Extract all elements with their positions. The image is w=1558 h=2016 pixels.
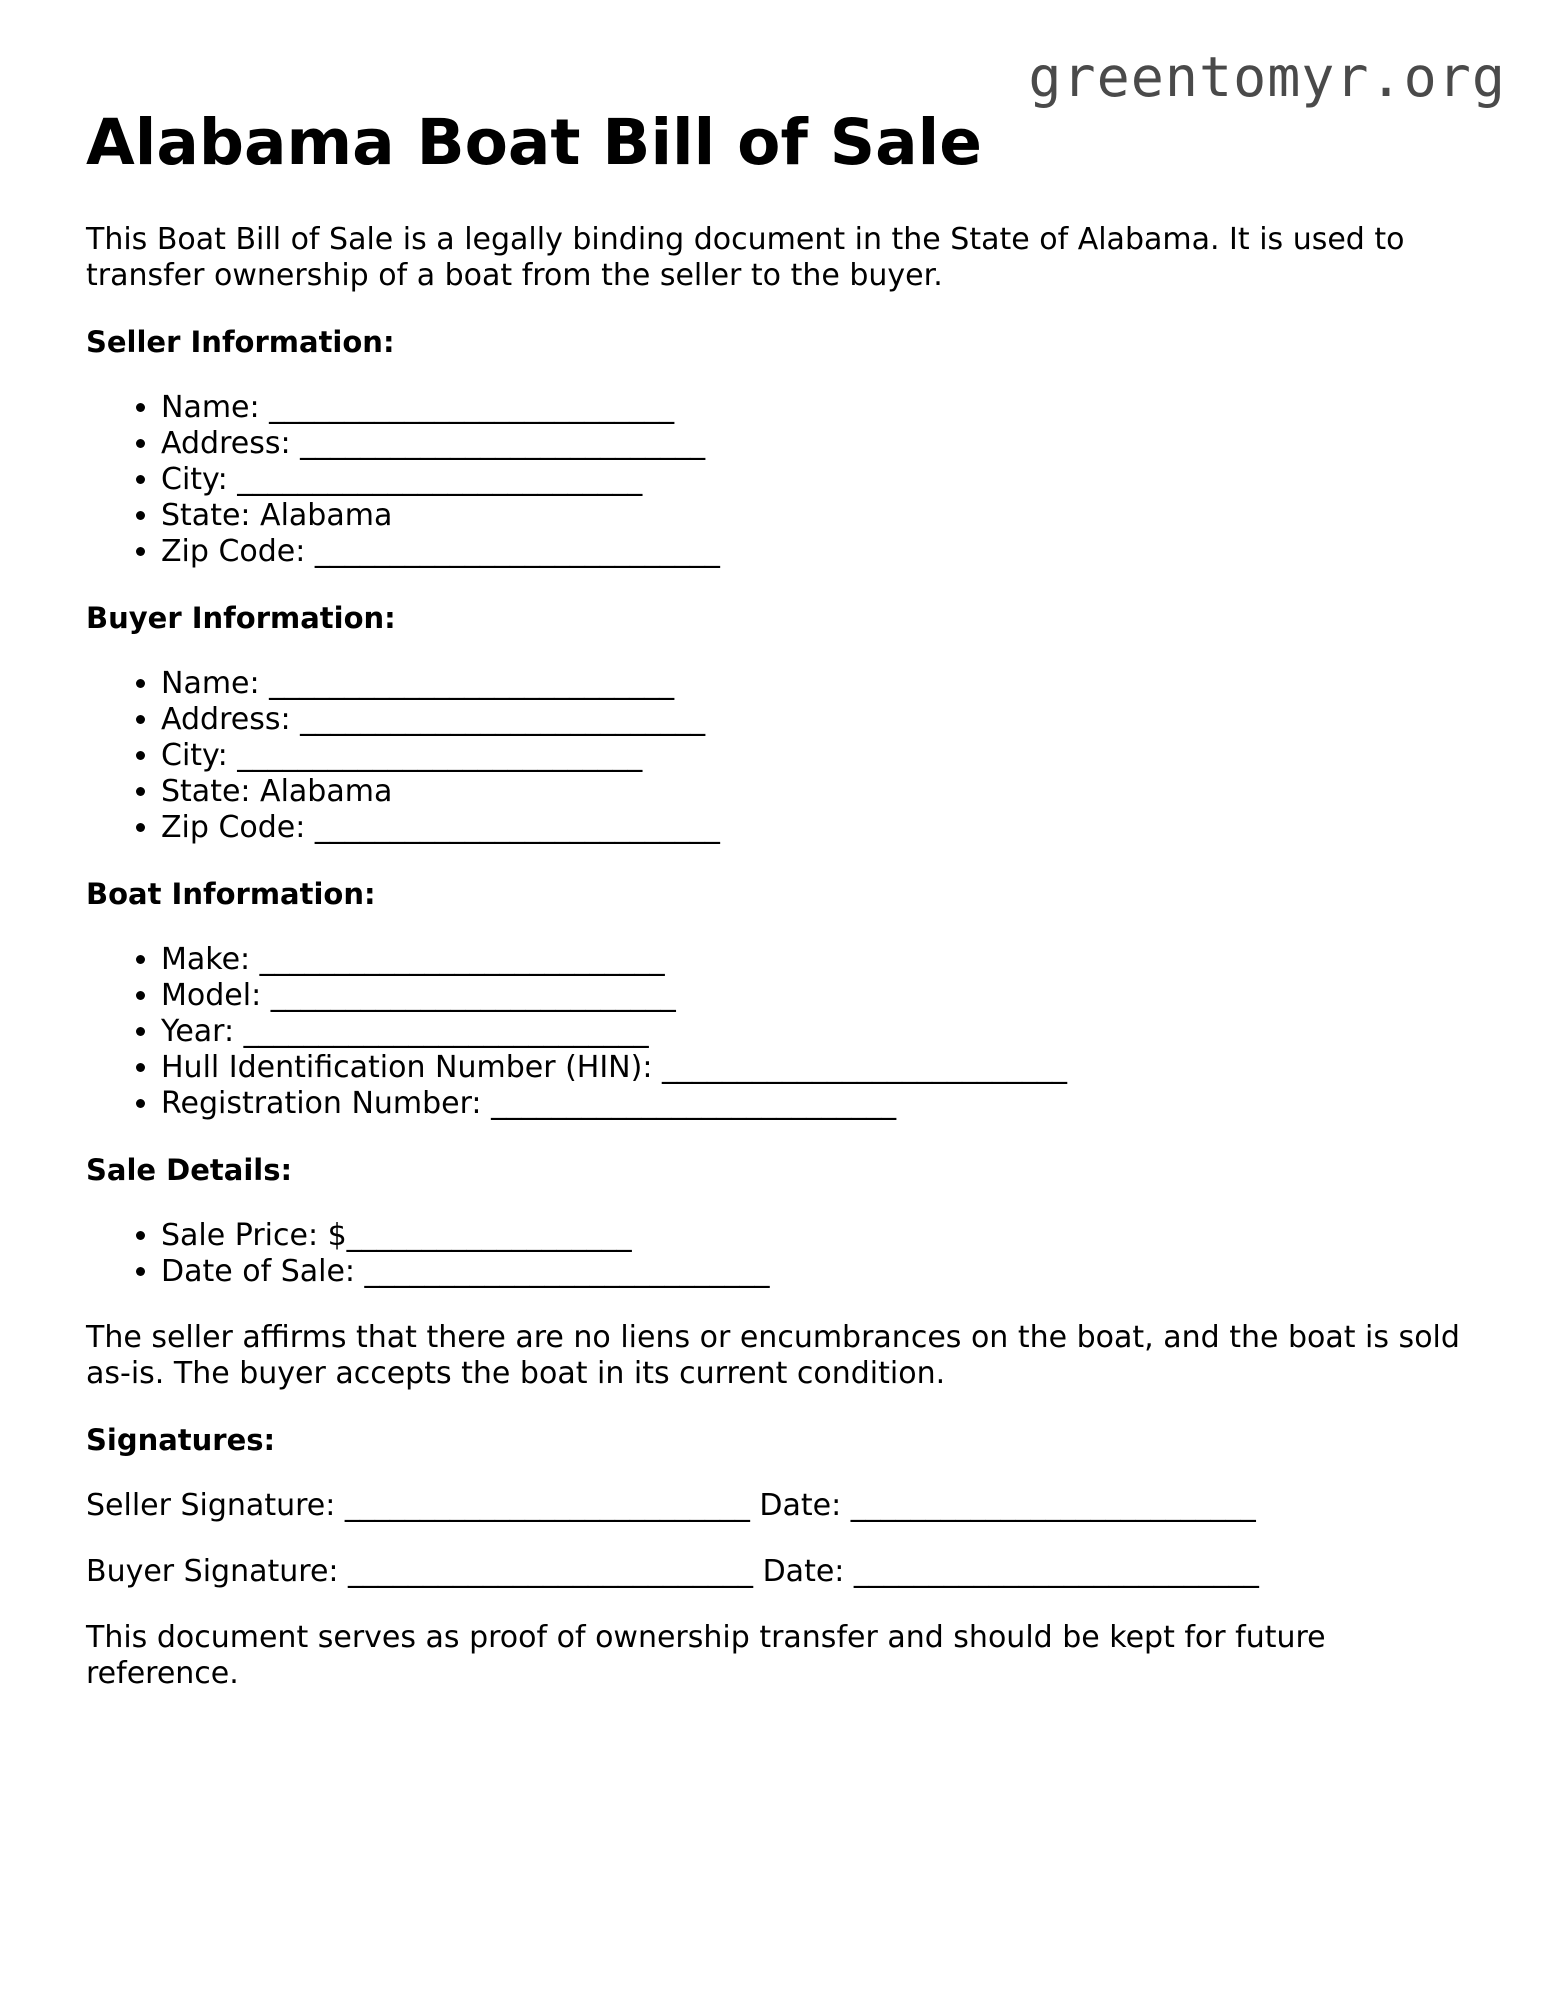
seller-info-list [86, 390, 1486, 570]
buyer-address-field: • Address: ___________________________ [161, 702, 1486, 738]
buyer-state-field: • State: Alabama [161, 774, 1486, 810]
seller-city-field: • City: ___________________________ [161, 462, 1486, 498]
seller-name-field: • Name: ___________________________ [161, 390, 1486, 426]
signatures-heading: Signatures: [86, 1423, 276, 1457]
closing-paragraph: This document serves as proof of ownership transfer and should be kept for future reference. [86, 1620, 1326, 1691]
seller-address-field: • Address: ___________________________ [161, 426, 1486, 462]
seller-signature-line: Seller Signature: ___________________________ Date: ___________________________ [86, 1488, 1256, 1523]
buyer-zip-field: • Zip Code: ___________________________ [161, 810, 1486, 846]
sale-details-list [86, 1218, 1486, 1290]
boat-model-field: • Model: ___________________________ [161, 978, 1486, 1014]
seller-zip-field: • Zip Code: ___________________________ [161, 534, 1486, 570]
watermark: greentomyr.org [1028, 45, 1506, 109]
sale-details-heading: Sale Details: [86, 1153, 293, 1187]
document-title: Alabama Boat Bill of Sale [86, 106, 982, 179]
sale-date-field: • Date of Sale: ___________________________ [161, 1254, 1486, 1290]
boat-year-field: • Year: ___________________________ [161, 1014, 1486, 1050]
buyer-name-field: • Name: ___________________________ [161, 666, 1486, 702]
boat-hin-field: • Hull Identification Number (HIN): ___________________________ [161, 1050, 1486, 1086]
affirmation-paragraph: The seller affirms that there are no liens or encumbrances on the boat, and the boat is sold as-is. The buyer accepts the boat in its current condition. [86, 1320, 1460, 1391]
buyer-city-field: • City: ___________________________ [161, 738, 1486, 774]
intro-paragraph: This Boat Bill of Sale is a legally binding document in the State of Alabama. It is used to transfer ownership of a boat from the seller to the buyer. [86, 222, 1405, 293]
boat-info-list [86, 942, 1486, 1122]
buyer-info-list [86, 666, 1486, 846]
document-body [86, 222, 1486, 1722]
seller-info-heading: Seller Information: [86, 325, 395, 359]
buyer-signature-line: Buyer Signature: ___________________________ Date: ___________________________ [86, 1554, 1259, 1589]
seller-state-field: • State: Alabama [161, 498, 1486, 534]
sale-price-field: • Sale Price: $___________________ [161, 1218, 1486, 1254]
boat-make-field: • Make: ___________________________ [161, 942, 1486, 978]
buyer-info-heading: Buyer Information: [86, 601, 396, 635]
boat-info-heading: Boat Information: [86, 877, 376, 911]
boat-registration-field: • Registration Number: ___________________________ [161, 1086, 1486, 1122]
